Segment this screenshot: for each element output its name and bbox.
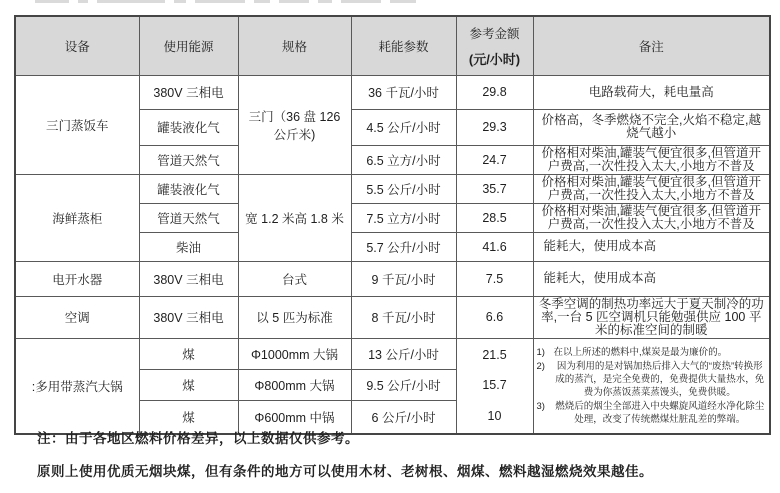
cost-cell: 35.7 [456,174,533,203]
param-cell: 9.5 公斤/小时 [351,369,456,400]
header-cell-cost [456,16,533,75]
energy-cell: 380V 三相电 [139,261,238,296]
energy-cell: 柴油 [139,232,238,261]
table-row [15,261,770,296]
remark-cell: 价格相对柴油,罐装气便宜很多,但管道开户费高,一次性投入太大,小地方不普及 [533,145,770,174]
footnotes [37,427,757,493]
param-cell: 5.7 公升/小时 [351,232,456,261]
note-number: 2) [536,360,545,372]
cropped-text-remnant [35,0,416,3]
param-cell: 8 千瓦/小时 [351,296,456,338]
remark-note-item [537,346,767,359]
device-cell: 电开水器 [15,261,139,296]
cost-cell: 6.6 [456,296,533,338]
param-cell: 13 公斤/小时 [351,338,456,369]
header-label: 设备 [64,39,90,54]
remark-cell: 价格高，冬季燃烧不完全,火焰不稳定,越烧气越小 [533,109,770,145]
header-label: 使用能源 [163,39,214,54]
param-cell: 6 公斤/小时 [351,400,456,433]
remark-note-item [537,360,767,399]
spec-cell: Φ600mm 中锅 [238,400,351,433]
energy-cell: 煤 [139,400,238,433]
device-cell: :多用带蒸汽大锅 [15,338,139,434]
param-cell: 4.5 公斤/小时 [351,109,456,145]
remark-cell: 电路载荷大，耗电量高 [533,75,770,109]
param-cell: 7.5 立方/小时 [351,203,456,232]
energy-consumption-table [14,15,771,435]
cost-cell: 28.5 [456,203,533,232]
note-number: 3) [536,400,545,412]
note-number: 1) [536,346,545,358]
param-cell: 6.5 立方/小时 [351,145,456,174]
header-label: 参考金额 [469,26,520,41]
header-label: 规格 [281,39,307,54]
spec-cell: 台式 [238,261,351,296]
spec-cell: 以 5 匹为标准 [238,296,351,338]
cost-value: 21.5 [482,347,507,362]
cost-cell-merged [456,338,533,434]
remark-cell: 价格相对柴油,罐装气便宜很多,但管道开户费高,一次性投入太大,小地方不普及 [533,203,770,232]
note-text: 燃烧后的烟尘全部进入中央螺旋风道经水净化除尘处理，改变了传统燃煤灶脏乱差的弊端。 [555,400,765,425]
spec-cell: 三门（36 盘 126 公斤米) [238,75,351,174]
remark-cell: 价格相对柴油,罐装气便宜很多,但管道开户费高,一次性投入太大,小地方不普及 [533,174,770,203]
table-header-row [15,16,770,75]
header-label: 备注 [638,39,664,54]
cost-cell: 29.8 [456,75,533,109]
header-unit: (元/小时) [468,51,521,67]
cost-value: 15.7 [482,377,507,392]
device-cell: 三门蒸饭车 [15,75,139,174]
cost-cell: 41.6 [456,232,533,261]
header-cell-param [351,16,456,75]
cost-cell: 7.5 [456,261,533,296]
remark-cell: 能耗大，使用成本高 [533,261,770,296]
param-cell: 9 千瓦/小时 [351,261,456,296]
table-row [15,338,770,369]
energy-cell: 管道天然气 [139,203,238,232]
remark-cell: 能耗大，使用成本高 [533,232,770,261]
table-row [15,75,770,109]
energy-cell: 煤 [139,338,238,369]
param-cell: 36 千瓦/小时 [351,75,456,109]
note-text: 因为利用的是对锅加热后排入大气的“废热”转换形成的蒸汽，是完全免费的，免费提供大量热水，免费为你蒸饭蒸菜蒸馒头，免费供暖。 [555,360,765,398]
table-row [15,174,770,203]
cost-cell: 24.7 [456,145,533,174]
remark-note-item [537,400,767,426]
footnote-line: 原则上使用优质无烟块煤，但有条件的地方可以使用木材、老树根、烟煤、燃料越湿燃烧效果越佳。 [37,464,653,479]
cost-value: 10 [487,408,502,423]
energy-cell: 管道天然气 [139,145,238,174]
energy-cell: 380V 三相电 [139,75,238,109]
remark-cell-merged [533,338,770,434]
energy-cell: 380V 三相电 [139,296,238,338]
header-cell-energy [139,16,238,75]
cost-cell: 29.3 [456,109,533,145]
energy-cell: 罐装液化气 [139,174,238,203]
spec-cell: Φ1000mm 大锅 [238,338,351,369]
footnote-line: 注：由于各地区燃料价格差异，以上数据仅供参考。 [37,431,359,446]
device-cell: 海鲜蒸柜 [15,174,139,261]
energy-cell: 罐装液化气 [139,109,238,145]
header-cell-spec [238,16,351,75]
remark-cell: 冬季空调的制热功率远大于夏天制冷的功率,一台 5 匹空调机只能勉强供应 100 平米的标准空间的制暖 [533,296,770,338]
spec-cell: Φ800mm 大锅 [238,369,351,400]
note-text: 在以上所述的燃料中,煤炭是最为廉价的。 [553,346,728,358]
table-row [15,296,770,338]
device-cell: 空调 [15,296,139,338]
header-cell-remark [533,16,770,75]
param-cell: 5.5 公斤/小时 [351,174,456,203]
header-label: 耗能参数 [378,39,429,54]
energy-cell: 煤 [139,369,238,400]
spec-cell: 宽 1.2 米高 1.8 米 [238,174,351,261]
header-cell-device [15,16,139,75]
